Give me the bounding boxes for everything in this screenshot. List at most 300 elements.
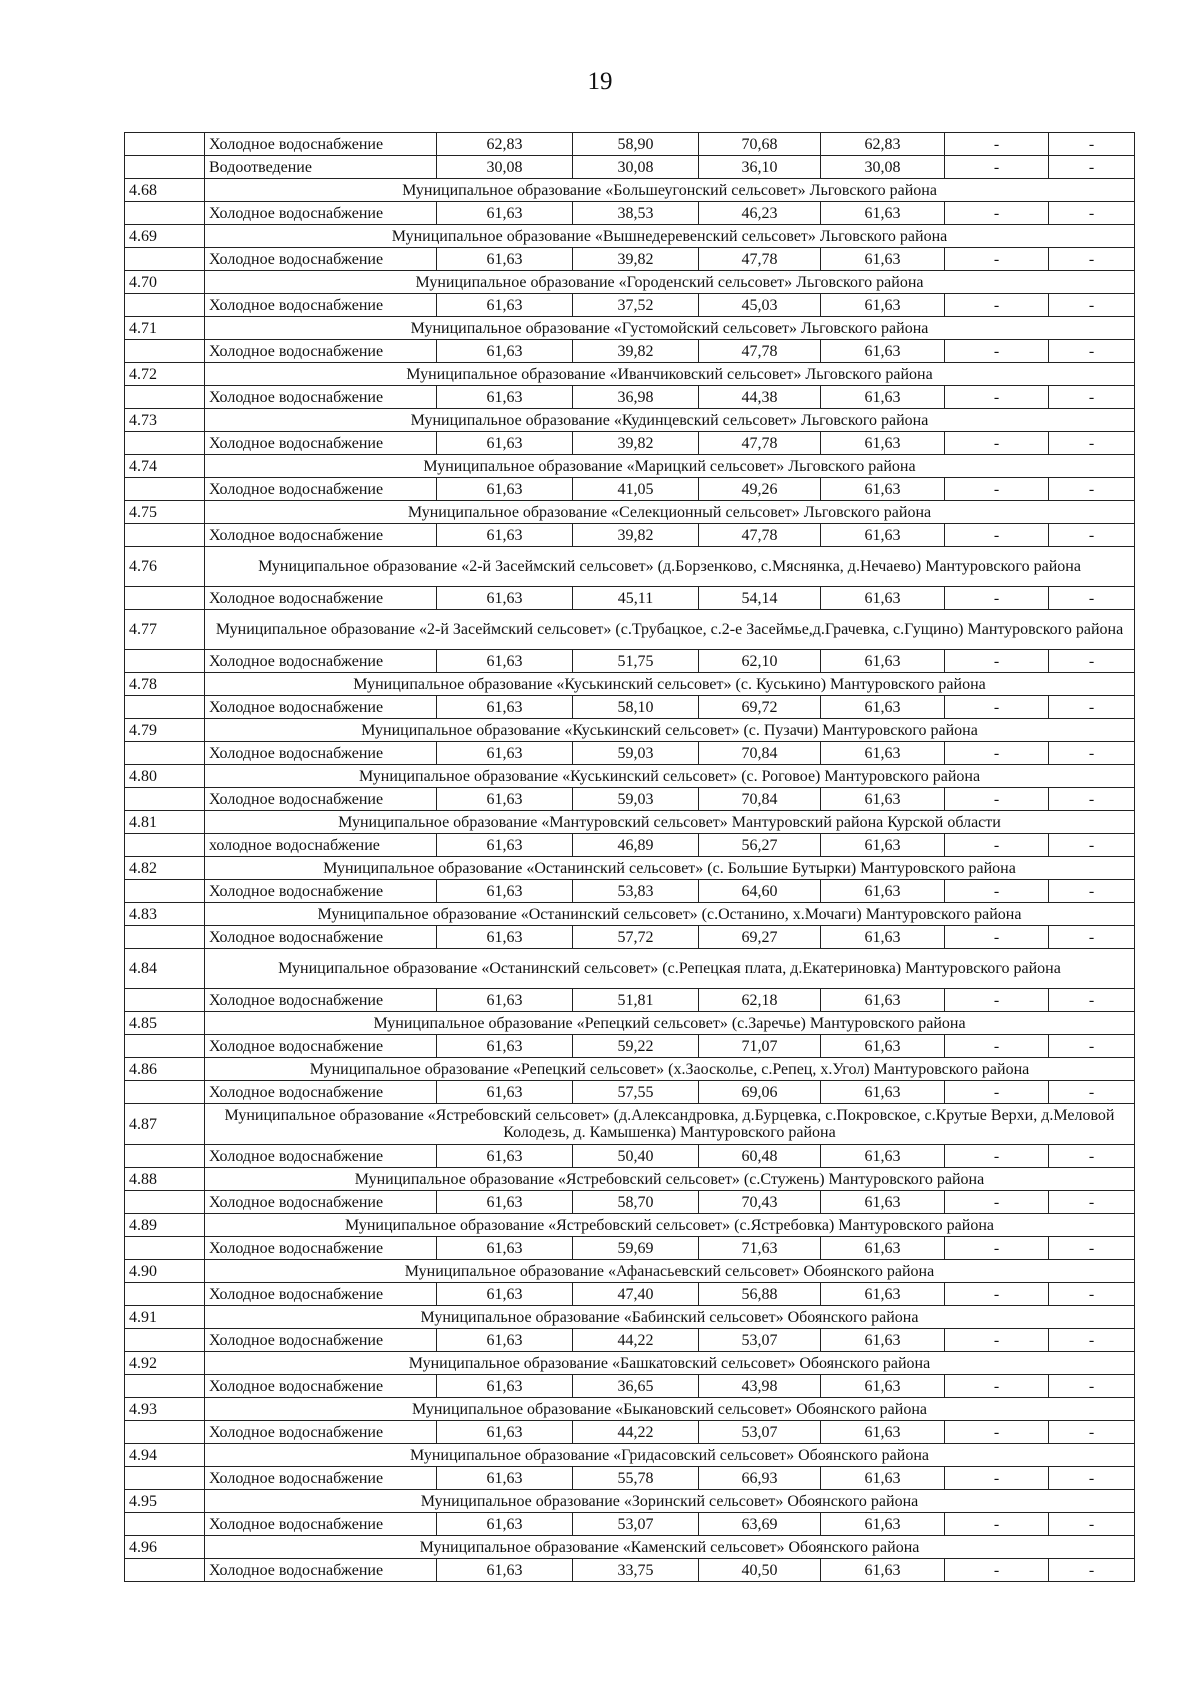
tariff-value-4: 61,63 <box>821 248 945 271</box>
service-name: Холодное водоснабжение <box>205 1081 437 1104</box>
service-name: Водоотведение <box>205 156 437 179</box>
tariff-value-4: 61,63 <box>821 1191 945 1214</box>
tariff-value-6: - <box>1049 1467 1135 1490</box>
service-name: Холодное водоснабжение <box>205 1375 437 1398</box>
tariff-value-3: 47,78 <box>699 248 821 271</box>
item-number: 4.92 <box>125 1352 205 1375</box>
tariff-value-2: 59,69 <box>573 1237 699 1260</box>
tariff-value-3: 71,63 <box>699 1237 821 1260</box>
item-number: 4.83 <box>125 903 205 926</box>
municipality-name: Муниципальное образование «Каменский сельсовет» Обоянского района <box>205 1536 1135 1559</box>
tariff-value-6: - <box>1049 1559 1135 1582</box>
tariff-value-3: 36,10 <box>699 156 821 179</box>
service-row <box>125 1283 1135 1306</box>
tariff-value-2: 44,22 <box>573 1329 699 1352</box>
tariff-value-1: 62,83 <box>437 133 573 156</box>
municipality-row <box>125 811 1135 834</box>
tariff-value-1: 61,63 <box>437 587 573 610</box>
tariff-value-4: 61,63 <box>821 1081 945 1104</box>
municipality-row <box>125 949 1135 989</box>
tariff-value-6: - <box>1049 587 1135 610</box>
tariff-value-3: 45,03 <box>699 294 821 317</box>
tariff-value-3: 71,07 <box>699 1035 821 1058</box>
service-name: Холодное водоснабжение <box>205 1035 437 1058</box>
number-cell <box>125 926 205 949</box>
tariff-value-5: - <box>945 834 1049 857</box>
service-row <box>125 834 1135 857</box>
service-name: Холодное водоснабжение <box>205 587 437 610</box>
tariff-value-1: 61,63 <box>437 202 573 225</box>
tariff-value-3: 70,84 <box>699 742 821 765</box>
tariff-value-6: - <box>1049 1237 1135 1260</box>
tariff-value-6: - <box>1049 1081 1135 1104</box>
tariff-value-6: - <box>1049 834 1135 857</box>
tariff-value-2: 51,75 <box>573 650 699 673</box>
number-cell <box>125 1375 205 1398</box>
service-name: Холодное водоснабжение <box>205 386 437 409</box>
service-row <box>125 1329 1135 1352</box>
tariff-value-5: - <box>945 1421 1049 1444</box>
municipality-name: Муниципальное образование «Афанасьевский сельсовет» Обоянского района <box>205 1260 1135 1283</box>
municipality-row <box>125 903 1135 926</box>
municipality-name: Муниципальное образование «Городенский сельсовет» Льговского района <box>205 271 1135 294</box>
tariff-value-5: - <box>945 1081 1049 1104</box>
tariff-value-3: 69,27 <box>699 926 821 949</box>
tariff-value-1: 61,63 <box>437 1421 573 1444</box>
tariff-value-2: 58,10 <box>573 696 699 719</box>
tariff-value-5: - <box>945 386 1049 409</box>
tariff-value-3: 64,60 <box>699 880 821 903</box>
service-row <box>125 742 1135 765</box>
tariff-value-1: 61,63 <box>437 1237 573 1260</box>
tariff-value-1: 61,63 <box>437 1283 573 1306</box>
municipality-row <box>125 1306 1135 1329</box>
page-number: 19 <box>587 68 613 95</box>
number-cell <box>125 880 205 903</box>
tariff-value-4: 61,63 <box>821 650 945 673</box>
tariff-value-5: - <box>945 1283 1049 1306</box>
tariff-value-3: 46,23 <box>699 202 821 225</box>
tariff-value-1: 61,63 <box>437 1467 573 1490</box>
tariff-value-4: 61,63 <box>821 1283 945 1306</box>
tariff-value-2: 41,05 <box>573 478 699 501</box>
tariff-value-2: 59,03 <box>573 788 699 811</box>
tariff-value-1: 61,63 <box>437 926 573 949</box>
municipality-row <box>125 501 1135 524</box>
item-number: 4.90 <box>125 1260 205 1283</box>
number-cell <box>125 1513 205 1536</box>
municipality-row <box>125 1168 1135 1191</box>
tariff-value-1: 61,63 <box>437 524 573 547</box>
tariff-value-6: - <box>1049 696 1135 719</box>
municipality-name: Муниципальное образование «Селекционный сельсовет» Льговского района <box>205 501 1135 524</box>
tariff-table <box>124 132 1135 1582</box>
tariff-value-2: 39,82 <box>573 248 699 271</box>
service-name: Холодное водоснабжение <box>205 696 437 719</box>
item-number: 4.69 <box>125 225 205 248</box>
service-name: Холодное водоснабжение <box>205 926 437 949</box>
municipality-name: Муниципальное образование «Бабинский сельсовет» Обоянского района <box>205 1306 1135 1329</box>
tariff-value-3: 49,26 <box>699 478 821 501</box>
number-cell <box>125 696 205 719</box>
service-row <box>125 926 1135 949</box>
tariff-value-2: 39,82 <box>573 524 699 547</box>
tariff-value-1: 61,63 <box>437 248 573 271</box>
service-name: Холодное водоснабжение <box>205 202 437 225</box>
tariff-value-2: 58,90 <box>573 133 699 156</box>
service-name: Холодное водоснабжение <box>205 340 437 363</box>
tariff-value-6: - <box>1049 156 1135 179</box>
item-number: 4.71 <box>125 317 205 340</box>
municipality-name: Муниципальное образование «Ястребовский сельсовет» (с.Ястребовка) Мантуровского района <box>205 1214 1135 1237</box>
service-name: Холодное водоснабжение <box>205 133 437 156</box>
municipality-name: Муниципальное образование «Вышнедеревенский сельсовет» Льговского района <box>205 225 1135 248</box>
tariff-value-2: 38,53 <box>573 202 699 225</box>
item-number: 4.91 <box>125 1306 205 1329</box>
tariff-value-2: 59,22 <box>573 1035 699 1058</box>
municipality-name: Муниципальное образование «Башкатовский сельсовет» Обоянского района <box>205 1352 1135 1375</box>
tariff-value-4: 61,63 <box>821 386 945 409</box>
service-row <box>125 432 1135 455</box>
tariff-value-1: 61,63 <box>437 1081 573 1104</box>
tariff-value-5: - <box>945 1559 1049 1582</box>
service-row <box>125 788 1135 811</box>
municipality-row <box>125 179 1135 202</box>
service-name: Холодное водоснабжение <box>205 742 437 765</box>
tariff-value-4: 61,63 <box>821 524 945 547</box>
tariff-value-2: 57,72 <box>573 926 699 949</box>
tariff-value-5: - <box>945 742 1049 765</box>
number-cell <box>125 133 205 156</box>
service-row <box>125 1145 1135 1168</box>
tariff-value-3: 70,43 <box>699 1191 821 1214</box>
municipality-name: Муниципальное образование «Густомойский сельсовет» Льговского района <box>205 317 1135 340</box>
tariff-value-3: 60,48 <box>699 1145 821 1168</box>
tariff-value-5: - <box>945 294 1049 317</box>
tariff-value-3: 43,98 <box>699 1375 821 1398</box>
tariff-value-6: - <box>1049 1421 1135 1444</box>
service-row <box>125 248 1135 271</box>
tariff-value-4: 30,08 <box>821 156 945 179</box>
tariff-value-1: 61,63 <box>437 788 573 811</box>
tariff-value-5: - <box>945 156 1049 179</box>
tariff-value-4: 61,63 <box>821 1421 945 1444</box>
tariff-value-6: - <box>1049 742 1135 765</box>
tariff-value-4: 61,63 <box>821 1375 945 1398</box>
tariff-value-4: 61,63 <box>821 989 945 1012</box>
number-cell <box>125 1421 205 1444</box>
tariff-value-5: - <box>945 587 1049 610</box>
number-cell <box>125 1283 205 1306</box>
tariff-value-2: 30,08 <box>573 156 699 179</box>
municipality-row <box>125 673 1135 696</box>
number-cell <box>125 1467 205 1490</box>
municipality-name: Муниципальное образование «Иванчиковский сельсовет» Льговского района <box>205 363 1135 386</box>
tariff-value-3: 56,88 <box>699 1283 821 1306</box>
number-cell <box>125 587 205 610</box>
municipality-name: Муниципальное образование «Марицкий сельсовет» Льговского района <box>205 455 1135 478</box>
tariff-value-5: - <box>945 989 1049 1012</box>
tariff-value-4: 61,63 <box>821 834 945 857</box>
tariff-value-6: - <box>1049 650 1135 673</box>
service-row <box>125 294 1135 317</box>
tariff-value-1: 30,08 <box>437 156 573 179</box>
number-cell <box>125 1191 205 1214</box>
tariff-value-3: 47,78 <box>699 524 821 547</box>
municipality-name: Муниципальное образование «Куськинский сельсовет» (с. Роговое) Мантуровского района <box>205 765 1135 788</box>
tariff-value-1: 61,63 <box>437 650 573 673</box>
tariff-value-6: - <box>1049 432 1135 455</box>
item-number: 4.77 <box>125 610 205 650</box>
municipality-row <box>125 1214 1135 1237</box>
service-name: Холодное водоснабжение <box>205 1467 437 1490</box>
tariff-value-6: - <box>1049 386 1135 409</box>
tariff-value-2: 39,82 <box>573 432 699 455</box>
tariff-value-6: - <box>1049 294 1135 317</box>
service-row <box>125 1513 1135 1536</box>
service-name: Холодное водоснабжение <box>205 478 437 501</box>
item-number: 4.89 <box>125 1214 205 1237</box>
tariff-value-2: 58,70 <box>573 1191 699 1214</box>
service-name: Холодное водоснабжение <box>205 1237 437 1260</box>
service-name: Холодное водоснабжение <box>205 524 437 547</box>
tariff-value-6: - <box>1049 880 1135 903</box>
tariff-value-4: 61,63 <box>821 880 945 903</box>
tariff-value-3: 63,69 <box>699 1513 821 1536</box>
item-number: 4.79 <box>125 719 205 742</box>
service-row <box>125 1559 1135 1582</box>
tariff-value-3: 53,07 <box>699 1329 821 1352</box>
municipality-name: Муниципальное образование «Гридасовский сельсовет» Обоянского района <box>205 1444 1135 1467</box>
service-name: Холодное водоснабжение <box>205 1191 437 1214</box>
service-row <box>125 1421 1135 1444</box>
item-number: 4.72 <box>125 363 205 386</box>
tariff-value-3: 69,72 <box>699 696 821 719</box>
service-name: Холодное водоснабжение <box>205 1513 437 1536</box>
tariff-value-3: 47,78 <box>699 432 821 455</box>
tariff-value-4: 61,63 <box>821 696 945 719</box>
item-number: 4.75 <box>125 501 205 524</box>
item-number: 4.78 <box>125 673 205 696</box>
tariff-value-1: 61,63 <box>437 1375 573 1398</box>
municipality-row <box>125 610 1135 650</box>
municipality-name: Муниципальное образование «Репецкий сельсовет» (с.Заречье) Мантуровского района <box>205 1012 1135 1035</box>
tariff-value-6: - <box>1049 478 1135 501</box>
municipality-row <box>125 1104 1135 1145</box>
service-row <box>125 340 1135 363</box>
number-cell <box>125 386 205 409</box>
municipality-name: Муниципальное образование «Кудинцевский сельсовет» Льговского района <box>205 409 1135 432</box>
number-cell <box>125 202 205 225</box>
tariff-value-5: - <box>945 432 1049 455</box>
tariff-value-5: - <box>945 1375 1049 1398</box>
tariff-value-5: - <box>945 133 1049 156</box>
municipality-name: Муниципальное образование «Репецкий сельсовет» (х.Заосколье, с.Репец, х.Угол) Мантуровского района <box>205 1058 1135 1081</box>
municipality-name: Муниципальное образование «Быкановский сельсовет» Обоянского района <box>205 1398 1135 1421</box>
number-cell <box>125 1035 205 1058</box>
tariff-value-6: - <box>1049 1035 1135 1058</box>
service-row <box>125 989 1135 1012</box>
tariff-value-1: 61,63 <box>437 1035 573 1058</box>
service-row <box>125 880 1135 903</box>
tariff-value-5: - <box>945 696 1049 719</box>
service-name: Холодное водоснабжение <box>205 432 437 455</box>
municipality-name: Муниципальное образование «2-й Засеймский сельсовет» (с.Трубацкое, с.2-е Засеймье,д.Грачевка, с.Гущино) Мантуровского района <box>205 610 1135 650</box>
tariff-value-2: 50,40 <box>573 1145 699 1168</box>
service-name: Холодное водоснабжение <box>205 1145 437 1168</box>
item-number: 4.82 <box>125 857 205 880</box>
tariff-value-5: - <box>945 1513 1049 1536</box>
tariff-value-4: 61,63 <box>821 1237 945 1260</box>
number-cell <box>125 989 205 1012</box>
municipality-name: Муниципальное образование «Зоринский сельсовет» Обоянского района <box>205 1490 1135 1513</box>
number-cell <box>125 1329 205 1352</box>
municipality-row <box>125 455 1135 478</box>
number-cell <box>125 156 205 179</box>
service-row <box>125 202 1135 225</box>
tariff-value-1: 61,63 <box>437 1145 573 1168</box>
tariff-value-1: 61,63 <box>437 478 573 501</box>
tariff-value-5: - <box>945 248 1049 271</box>
tariff-value-1: 61,63 <box>437 696 573 719</box>
municipality-row <box>125 1352 1135 1375</box>
item-number: 4.85 <box>125 1012 205 1035</box>
tariff-value-1: 61,63 <box>437 1191 573 1214</box>
tariff-value-6: - <box>1049 524 1135 547</box>
service-name: Холодное водоснабжение <box>205 1421 437 1444</box>
service-name: Холодное водоснабжение <box>205 294 437 317</box>
municipality-name: Муниципальное образование «Мантуровский сельсовет» Мантуровский района Курской области <box>205 811 1135 834</box>
item-number: 4.95 <box>125 1490 205 1513</box>
service-name: Холодное водоснабжение <box>205 880 437 903</box>
number-cell <box>125 742 205 765</box>
number-cell <box>125 788 205 811</box>
municipality-row <box>125 547 1135 587</box>
tariff-value-6: - <box>1049 1513 1135 1536</box>
tariff-value-1: 61,63 <box>437 340 573 363</box>
tariff-value-4: 61,63 <box>821 340 945 363</box>
tariff-value-2: 46,89 <box>573 834 699 857</box>
service-row <box>125 478 1135 501</box>
item-number: 4.86 <box>125 1058 205 1081</box>
service-row <box>125 133 1135 156</box>
municipality-row <box>125 1536 1135 1559</box>
municipality-name: Муниципальное образование «Ястребовский сельсовет» (с.Стужень) Мантуровского района <box>205 1168 1135 1191</box>
tariff-value-3: 40,50 <box>699 1559 821 1582</box>
item-number: 4.76 <box>125 547 205 587</box>
tariff-value-6: - <box>1049 248 1135 271</box>
service-row <box>125 1035 1135 1058</box>
service-name: холодное водоснабжение <box>205 834 437 857</box>
tariff-value-3: 56,27 <box>699 834 821 857</box>
tariff-value-1: 61,63 <box>437 742 573 765</box>
item-number: 4.84 <box>125 949 205 989</box>
municipality-row <box>125 1012 1135 1035</box>
service-name: Холодное водоснабжение <box>205 248 437 271</box>
tariff-value-1: 61,63 <box>437 294 573 317</box>
tariff-value-6: - <box>1049 1375 1135 1398</box>
municipality-row <box>125 317 1135 340</box>
service-row <box>125 156 1135 179</box>
tariff-value-6: - <box>1049 1329 1135 1352</box>
service-row <box>125 1081 1135 1104</box>
item-number: 4.73 <box>125 409 205 432</box>
tariff-value-2: 53,83 <box>573 880 699 903</box>
number-cell <box>125 248 205 271</box>
municipality-row <box>125 1444 1135 1467</box>
tariff-value-3: 44,38 <box>699 386 821 409</box>
tariff-value-5: - <box>945 926 1049 949</box>
tariff-value-3: 66,93 <box>699 1467 821 1490</box>
municipality-row <box>125 857 1135 880</box>
municipality-name: Муниципальное образование «Ястребовский сельсовет» (д.Александровка, д.Бурцевка, с.Покровское, с.Крутые Верхи, д.Меловой Колодезь, д. Камышенка) Мантуровского района <box>205 1104 1135 1145</box>
tariff-value-6: - <box>1049 1191 1135 1214</box>
tariff-value-4: 61,63 <box>821 1329 945 1352</box>
number-cell <box>125 524 205 547</box>
tariff-value-5: - <box>945 1035 1049 1058</box>
service-name: Холодное водоснабжение <box>205 650 437 673</box>
tariff-value-6: - <box>1049 926 1135 949</box>
tariff-value-6: - <box>1049 340 1135 363</box>
tariff-value-5: - <box>945 478 1049 501</box>
municipality-row <box>125 1058 1135 1081</box>
number-cell <box>125 650 205 673</box>
tariff-value-5: - <box>945 650 1049 673</box>
tariff-value-2: 45,11 <box>573 587 699 610</box>
municipality-row <box>125 225 1135 248</box>
tariff-value-5: - <box>945 524 1049 547</box>
tariff-value-5: - <box>945 1237 1049 1260</box>
municipality-row <box>125 765 1135 788</box>
municipality-name: Муниципальное образование «Останинский сельсовет» (с. Большие Бутырки) Мантуровского района <box>205 857 1135 880</box>
tariff-value-1: 61,63 <box>437 1329 573 1352</box>
tariff-value-4: 61,63 <box>821 294 945 317</box>
tariff-value-2: 33,75 <box>573 1559 699 1582</box>
service-name: Холодное водоснабжение <box>205 1283 437 1306</box>
tariff-value-4: 61,63 <box>821 1467 945 1490</box>
tariff-value-5: - <box>945 340 1049 363</box>
number-cell <box>125 1237 205 1260</box>
item-number: 4.96 <box>125 1536 205 1559</box>
tariff-value-4: 62,83 <box>821 133 945 156</box>
tariff-value-2: 36,65 <box>573 1375 699 1398</box>
service-row <box>125 1375 1135 1398</box>
tariff-value-4: 61,63 <box>821 788 945 811</box>
tariff-value-6: - <box>1049 202 1135 225</box>
tariff-value-4: 61,63 <box>821 202 945 225</box>
tariff-value-2: 53,07 <box>573 1513 699 1536</box>
municipality-name: Муниципальное образование «Останинский сельсовет» (с.Репецкая плата, д.Екатериновка) Мантуровского района <box>205 949 1135 989</box>
tariff-value-5: - <box>945 1191 1049 1214</box>
tariff-value-3: 70,84 <box>699 788 821 811</box>
service-name: Холодное водоснабжение <box>205 989 437 1012</box>
tariff-value-4: 61,63 <box>821 1145 945 1168</box>
tariff-value-3: 53,07 <box>699 1421 821 1444</box>
item-number: 4.81 <box>125 811 205 834</box>
tariff-value-6: - <box>1049 1283 1135 1306</box>
tariff-value-4: 61,63 <box>821 478 945 501</box>
tariff-value-1: 61,63 <box>437 1513 573 1536</box>
item-number: 4.74 <box>125 455 205 478</box>
municipality-name: Муниципальное образование «Останинский сельсовет» (с.Останино, х.Мочаги) Мантуровского района <box>205 903 1135 926</box>
municipality-name: Муниципальное образование «2-й Засеймский сельсовет» (д.Борзенково, с.Мяснянка, д.Нечаево) Мантуровского района <box>205 547 1135 587</box>
municipality-row <box>125 1490 1135 1513</box>
tariff-value-1: 61,63 <box>437 880 573 903</box>
item-number: 4.68 <box>125 179 205 202</box>
service-row <box>125 524 1135 547</box>
municipality-row <box>125 1260 1135 1283</box>
municipality-row <box>125 409 1135 432</box>
